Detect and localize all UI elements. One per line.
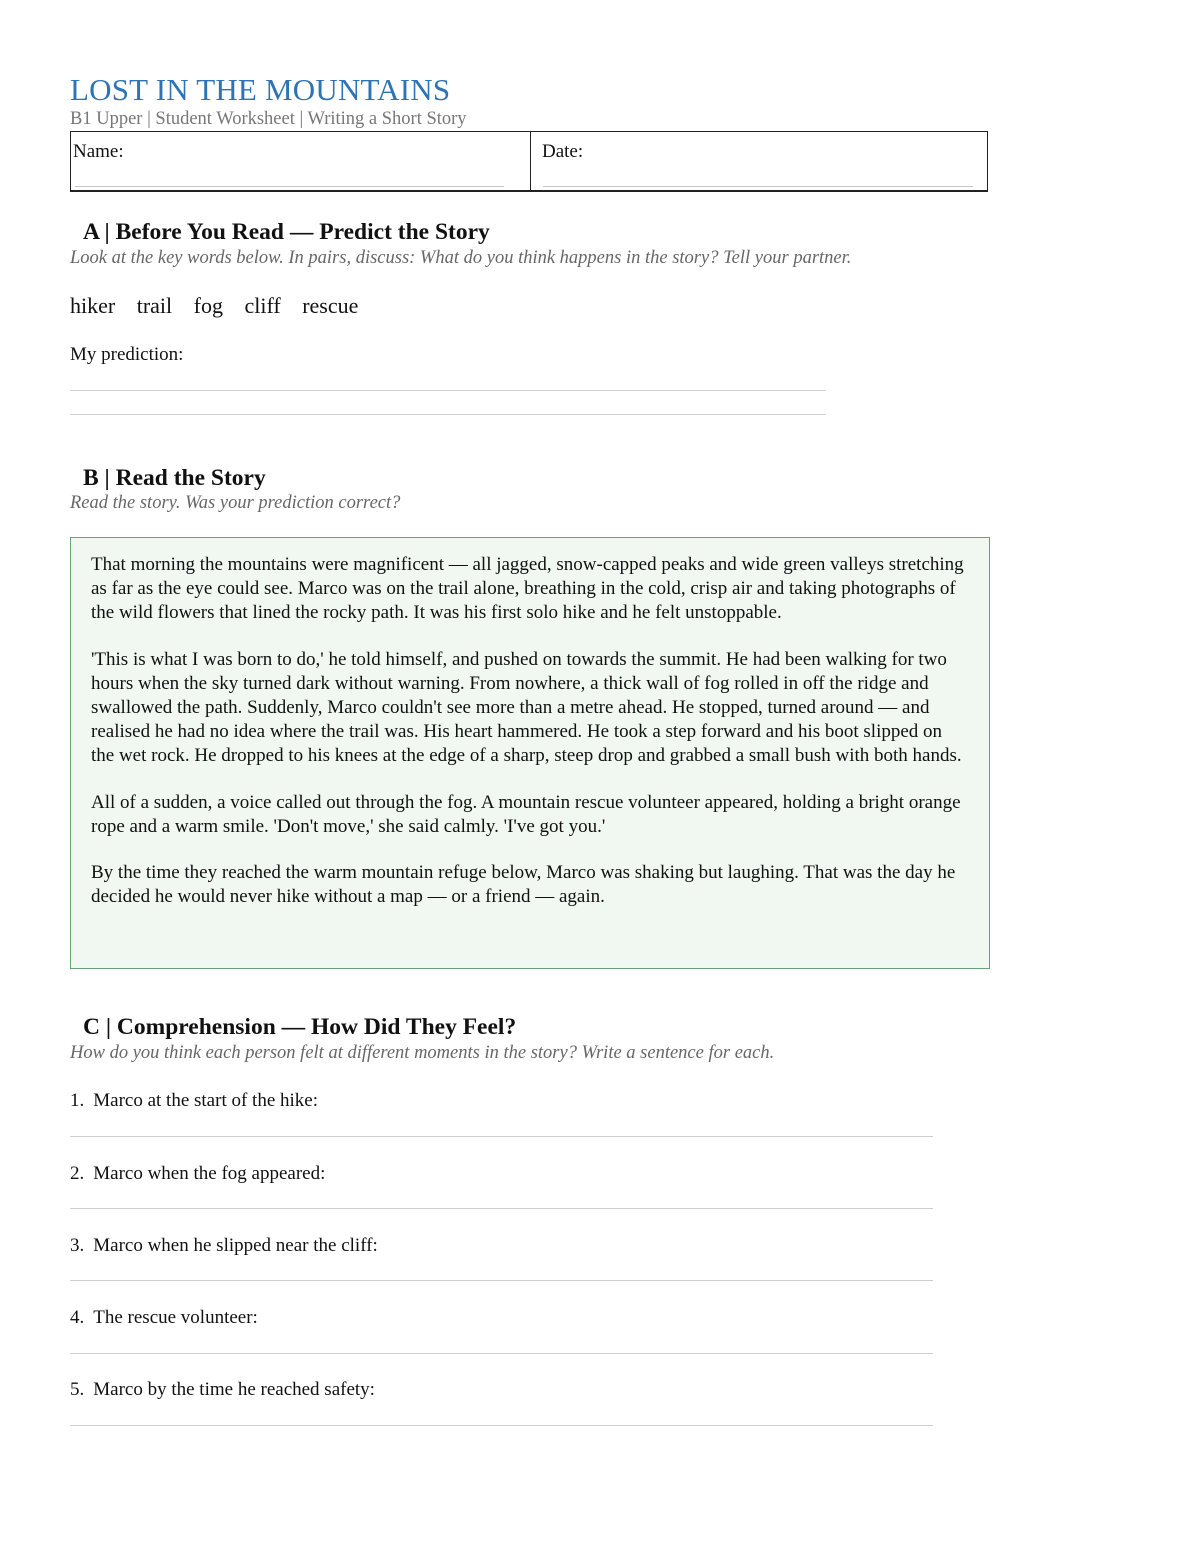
story-box (70, 537, 990, 969)
question-text: Marco when the fog appeared: (93, 1163, 326, 1184)
question-number: 2. (70, 1163, 85, 1184)
name-write-line[interactable] (75, 186, 504, 187)
question-label (70, 1307, 258, 1329)
answer-write-line[interactable] (70, 1208, 933, 1209)
keyword: cliff (244, 293, 281, 318)
question-number: 4. (70, 1307, 85, 1328)
question-number: 5. (70, 1379, 85, 1400)
answer-write-line[interactable] (70, 1136, 933, 1137)
section-a-instruction: Look at the key words below. In pairs, discuss: What do you think happens in the story? Tell your partner. (70, 248, 852, 268)
answer-write-line[interactable] (70, 1425, 933, 1426)
name-cell (71, 132, 531, 190)
question-number: 1. (70, 1090, 85, 1111)
worksheet-subtitle: B1 Upper | Student Worksheet | Writing a Short Story (70, 109, 467, 129)
section-b-heading: B | Read the Story (83, 465, 266, 491)
question-text: The rescue volunteer: (93, 1307, 258, 1328)
question-number: 3. (70, 1235, 85, 1256)
date-write-line[interactable] (543, 186, 973, 187)
question-label (70, 1163, 325, 1185)
question-label (70, 1090, 318, 1112)
section-c-heading: C | Comprehension — How Did They Feel? (83, 1014, 517, 1040)
name-date-box (70, 131, 988, 192)
keyword: trail (136, 293, 173, 318)
section-b-instruction: Read the story. Was your prediction correct? (70, 493, 401, 513)
story-paragraph: That morning the mountains were magnificent — all jagged, snow-capped peaks and wide green valleys stretching as far as the eye could see. Marco was on the trail alone, breathing in the cold, crisp air and taking photographs of the wild flowers that lined the rocky path. It was his first solo hike and he felt unstoppable. (91, 554, 964, 624)
worksheet-title: LOST IN THE MOUNTAINS (70, 72, 451, 107)
keyword-list (70, 293, 372, 319)
question-text: Marco when he slipped near the cliff: (93, 1235, 378, 1256)
section-a-heading: A | Before You Read — Predict the Story (83, 219, 490, 245)
name-label: Name: (73, 141, 124, 162)
date-cell (531, 132, 987, 190)
section-c-instruction: How do you think each person felt at different moments in the story? Write a sentence for each. (70, 1043, 775, 1063)
answer-write-line[interactable] (70, 1280, 933, 1281)
question-label (70, 1379, 375, 1401)
story-paragraph: 'This is what I was born to do,' he told himself, and pushed on towards the summit. He had been walking for two hours when the sky turned dark without warning. From nowhere, a thick wall of fog rolled in off the ridge and swallowed the path. Suddenly, Marco couldn't see more than a metre ahead. He stopped, turned around — and realised he had no idea where the trail was. His heart hammered. He took a step forward and his boot slipped on the wet rock. He dropped to his knees at the edge of a sharp, steep drop and grabbed a small bush with both hands. (91, 648, 962, 767)
question-label (70, 1235, 378, 1257)
keyword: rescue (302, 293, 359, 318)
date-label: Date: (542, 141, 584, 162)
prediction-write-line[interactable] (70, 414, 826, 415)
keyword: hiker (70, 293, 116, 318)
story-paragraph: All of a sudden, a voice called out through the fog. A mountain rescue volunteer appeared, holding a bright orange rope and a warm smile. 'Don't move,' she said calmly. 'I've got you.' (91, 791, 961, 837)
story-paragraph: By the time they reached the warm mountain refuge below, Marco was shaking but laughing. That was the day he decided he would never hike without a map — or a friend — again. (91, 862, 956, 908)
keyword: fog (193, 293, 223, 318)
question-text: Marco by the time he reached safety: (93, 1379, 375, 1400)
question-text: Marco at the start of the hike: (93, 1090, 319, 1111)
prediction-write-line[interactable] (70, 390, 826, 391)
prediction-label: My prediction: (70, 344, 184, 365)
answer-write-line[interactable] (70, 1353, 933, 1354)
